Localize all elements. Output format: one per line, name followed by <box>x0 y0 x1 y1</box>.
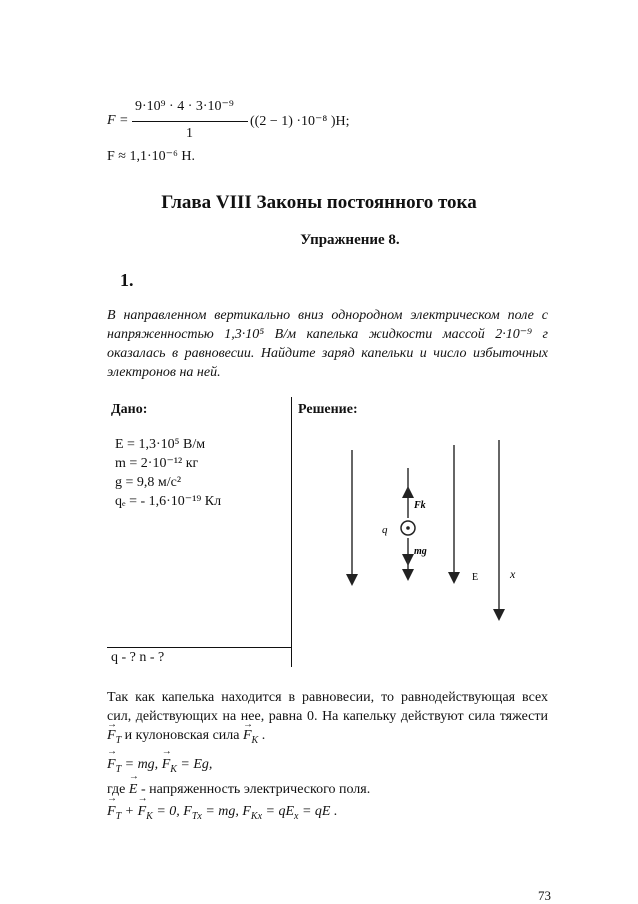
given-title: Дано: <box>111 402 148 417</box>
solution-title: Решение: <box>298 402 358 417</box>
formula-denominator: 1 <box>186 126 193 141</box>
sym-fk: → $F_K$ <box>243 726 258 745</box>
equation-forces: → $F_T$ = mg, → $F_K = Eg$, <box>107 757 212 773</box>
table-divider-vertical <box>291 397 292 667</box>
solution-text-start: Так как капелька находится в равновесии, то равнодействующая всех сил, действующих на нее, равна 0. На капельку действуют сила тяжести <box>107 690 548 724</box>
formula-result: F ≈ 1,1·10⁻⁶ Н. <box>107 149 196 164</box>
solution-text-mid: и кулоновская сила <box>124 728 240 743</box>
label-e: E <box>472 572 479 583</box>
given-item-m: m = 2·10⁻¹² кг <box>115 456 199 471</box>
label-q: q <box>382 524 388 536</box>
equation-balance: → $F_T$ + → $F_K = 0$, $F_{Tx}$ = mg, $F_{Kx} = qE_x$ = qE . <box>107 804 337 820</box>
chapter-title: Глава VIII Законы постоянного тока <box>161 192 477 213</box>
sym-ft: → $F_T$ <box>107 726 121 745</box>
unknowns: q - ? n - ? <box>111 650 165 665</box>
exercise-title: Упражнение 8. <box>300 232 400 248</box>
given-item-g: g = 9,8 м/с² <box>115 475 182 490</box>
solution-paragraph: Так как капелька находится в равновесии, то равнодействующая всех сил, действующих на нее, равна 0. На капельку действуют сила тяжести → $F_T$ и кулоновская сила → $F_K$ . <box>107 688 548 745</box>
given-list <box>115 435 221 511</box>
given-item-qe: qₑ = - 1,6·10⁻¹⁹ Кл <box>115 494 222 509</box>
label-x: x <box>510 567 516 581</box>
force-diagram <box>330 430 550 630</box>
given-item-e: E = 1,3·10⁵ В/м <box>115 437 206 452</box>
table-divider-horizontal <box>107 647 291 648</box>
formula-lhs: F = <box>107 113 129 128</box>
fraction-bar <box>132 121 248 122</box>
formula-numerator: 9·10⁹ · 4 · 3·10⁻⁹ <box>135 99 234 114</box>
problem-number: 1. <box>120 270 134 290</box>
problem-text: В направленном вертикально вниз однородном электрическом поле с напряженностью 1,3·10⁵ В/м капелька жидкости массой 2·10⁻⁹ г оказалась в равновесии. Найдите заряд капельки и число избыточных электронов на ней. <box>107 308 548 380</box>
label-mg: mg <box>414 546 427 557</box>
page-number: 73 <box>538 888 551 903</box>
droplet-center <box>406 526 410 530</box>
formula-factor: ((2 − 1) ·10⁻⁸ )Н; <box>250 114 350 129</box>
label-fk: Fk <box>414 500 426 511</box>
field-definition: где → E - напряженность электрического поля. <box>107 782 370 798</box>
